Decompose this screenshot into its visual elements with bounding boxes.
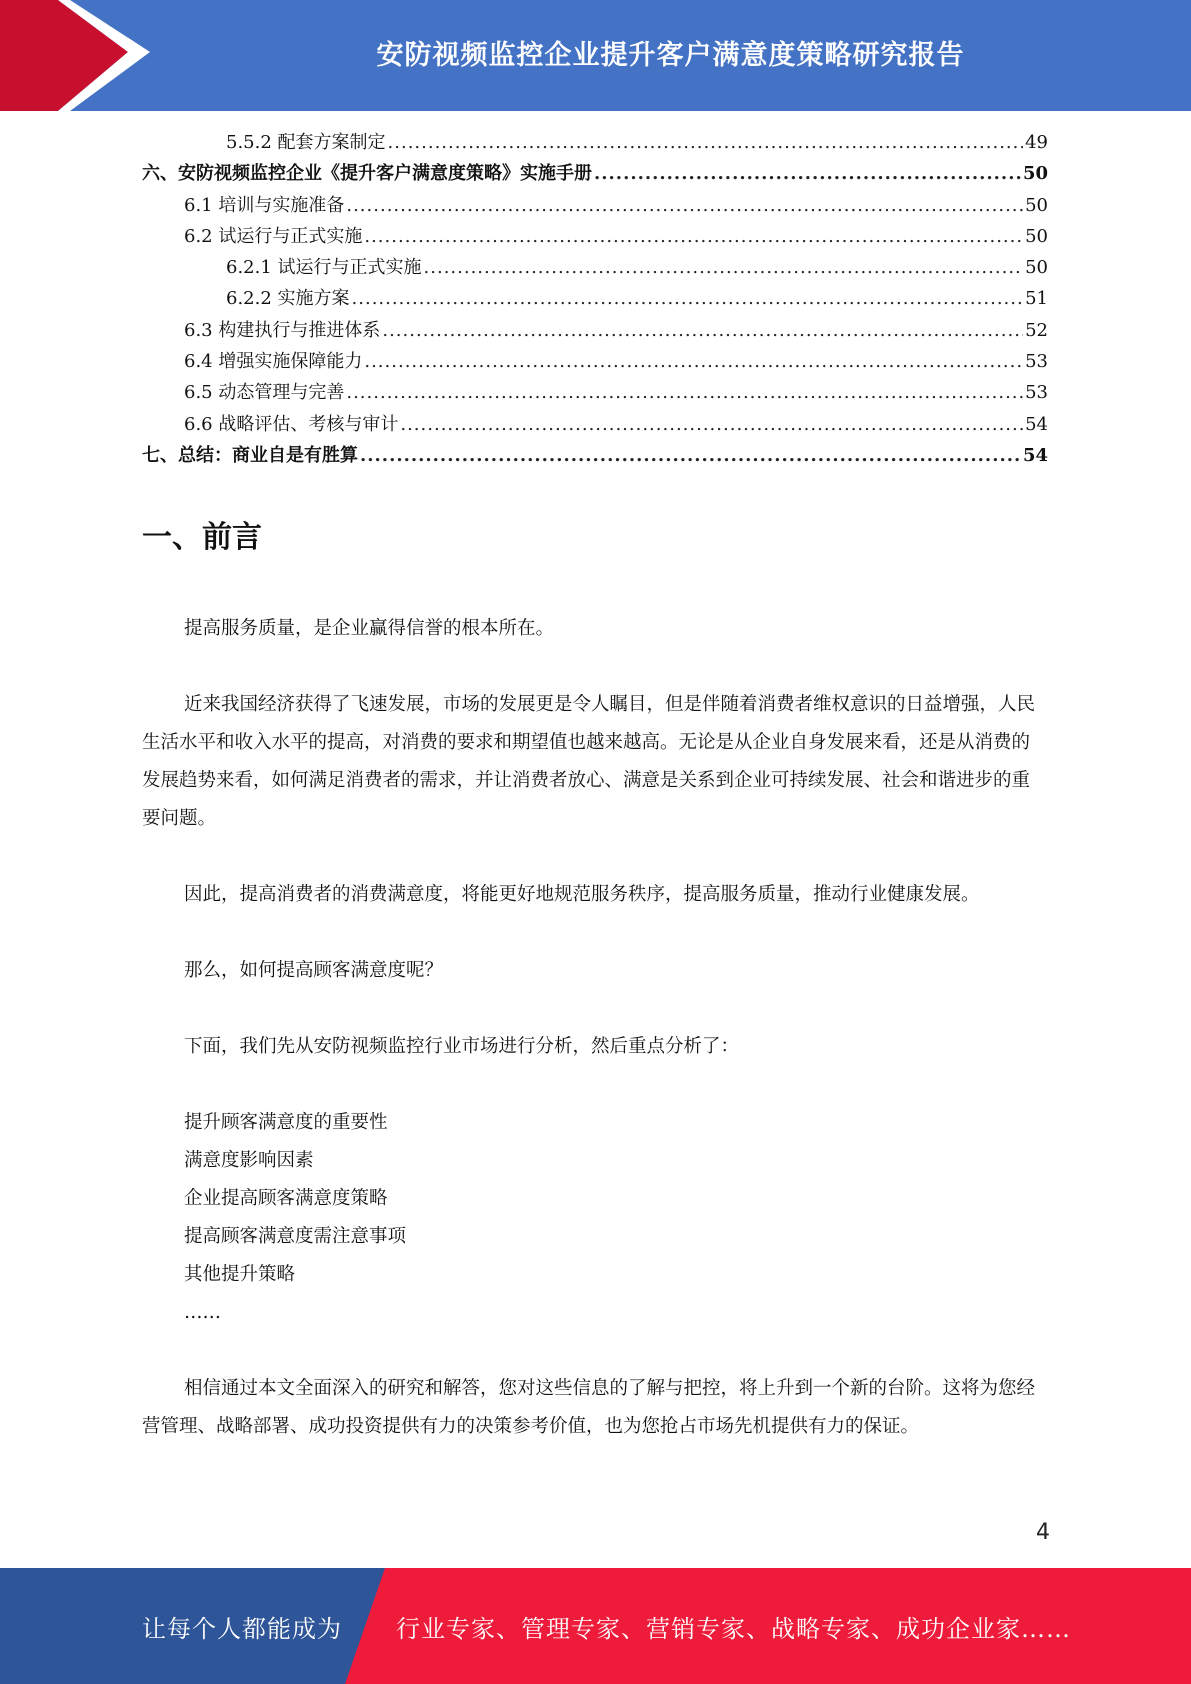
toc-entry-title: 6.1 培训与实施准备 xyxy=(184,194,345,216)
list-item: …… xyxy=(184,1302,221,1323)
list-item: 满意度影响因素 xyxy=(184,1150,314,1171)
toc-entry-page-number: 50 xyxy=(1022,163,1048,185)
toc-entry-title: 6.2.1 试运行与正式实施 xyxy=(226,257,422,279)
header-banner xyxy=(0,0,1191,111)
toc-entry-page-number: 54 xyxy=(1025,413,1048,435)
toc-dot-leader xyxy=(594,163,1021,184)
toc-dot-leader xyxy=(388,132,1024,153)
toc-entry-page-number: 50 xyxy=(1025,257,1048,279)
page-number: 4 xyxy=(1036,1520,1050,1545)
toc-entry[interactable] xyxy=(142,253,1048,284)
table-of-contents xyxy=(142,128,1048,472)
paragraph: 提高服务质量，是企业赢得信誉的根本所在。 xyxy=(184,618,555,639)
list-item: 提高顾客满意度需注意事项 xyxy=(184,1226,407,1247)
toc-dot-leader xyxy=(346,382,1023,403)
toc-dot-leader xyxy=(346,195,1023,216)
list-item: 企业提高顾客满意度策略 xyxy=(184,1188,388,1209)
toc-entry-page-number: 53 xyxy=(1025,351,1048,373)
list-item: 其他提升策略 xyxy=(184,1264,296,1285)
toc-dot-leader xyxy=(364,351,1023,372)
toc-entry[interactable] xyxy=(142,284,1048,315)
toc-dot-leader xyxy=(424,257,1024,278)
toc-entry-page-number: 52 xyxy=(1025,319,1048,341)
toc-entry-page-number: 51 xyxy=(1025,288,1048,310)
toc-entry[interactable] xyxy=(142,378,1048,409)
toc-entry-page-number: 49 xyxy=(1025,132,1048,153)
footer-slogan-left: 让每个人都能成为 xyxy=(142,1614,342,1643)
toc-entry[interactable] xyxy=(142,441,1048,472)
section-heading: 一、前言 xyxy=(142,520,262,555)
footer-slogan-right: 行业专家、管理专家、营销专家、战略专家、成功企业家…… xyxy=(396,1614,1071,1643)
toc-entry-title: 6.4 增强实施保障能力 xyxy=(184,351,363,373)
paragraph: 那么，如何提高顾客满意度呢？ xyxy=(184,960,444,981)
footer-banner xyxy=(0,1568,1191,1684)
toc-entry[interactable] xyxy=(142,159,1048,190)
paragraph: 相信通过本文全面深入的研究和解答，您对这些信息的了解与把控，将上升到一个新的台阶。这将为您经营管理、战略部署、成功投资提供有力的决策参考价值，也为您抢占市场先机提供有力的保证。 xyxy=(142,1378,1036,1437)
toc-entry-page-number: 50 xyxy=(1025,194,1048,216)
toc-dot-leader xyxy=(382,320,1023,341)
toc-entry[interactable] xyxy=(142,347,1048,378)
toc-dot-leader xyxy=(352,288,1024,309)
toc-entry-title: 6.2 试运行与正式实施 xyxy=(184,225,363,247)
toc-entry-title: 6.2.2 实施方案 xyxy=(226,288,350,310)
toc-dot-leader xyxy=(400,414,1023,435)
toc-entry[interactable] xyxy=(142,222,1048,253)
toc-dot-leader xyxy=(364,226,1023,247)
toc-entry[interactable] xyxy=(142,128,1048,159)
paragraph: 下面，我们先从安防视频监控行业市场进行分析，然后重点分析了： xyxy=(184,1036,740,1057)
toc-entry-title: 6.6 战略评估、考核与审计 xyxy=(184,413,399,435)
toc-entry[interactable] xyxy=(142,191,1048,222)
toc-entry-page-number: 54 xyxy=(1022,444,1048,466)
topic-list xyxy=(142,1104,1048,1332)
toc-entry-title: 6.5 动态管理与完善 xyxy=(184,382,345,404)
toc-entry[interactable] xyxy=(142,316,1048,347)
document-title: 安防视频监控企业提升客户满意度策略研究报告 xyxy=(376,39,965,71)
toc-entry-title: 5.5.2 配套方案制定 xyxy=(226,132,386,153)
paragraph: 因此，提高消费者的消费满意度，将能更好地规范服务秩序，提高服务质量，推动行业健康发展。 xyxy=(184,884,980,905)
toc-entry-page-number: 53 xyxy=(1025,382,1048,404)
list-item: 提升顾客满意度的重要性 xyxy=(184,1112,388,1133)
toc-entry-title: 七、总结：商业自是有胜算 xyxy=(142,444,358,466)
toc-entry[interactable] xyxy=(142,410,1048,441)
toc-entry-title: 六、安防视频监控企业《提升客户满意度策略》实施手册 xyxy=(142,163,592,185)
toc-entry-title: 6.3 构建执行与推进体系 xyxy=(184,319,381,341)
paragraph: 近来我国经济获得了飞速发展，市场的发展更是令人瞩目，但是伴随着消费者维权意识的日益增强，人民生活水平和收入水平的提高，对消费的要求和期望值也越来越高。无论是从企业自身发展来看，还是从消费的发展趋势来看，如何满足消费者的需求，并让消费者放心、满意是关系到企业可持续发展、社会和谐进步的重要问题。 xyxy=(142,694,1036,829)
body-text xyxy=(142,610,1048,1446)
toc-entry-page-number: 50 xyxy=(1025,225,1048,247)
toc-dot-leader xyxy=(360,445,1021,466)
